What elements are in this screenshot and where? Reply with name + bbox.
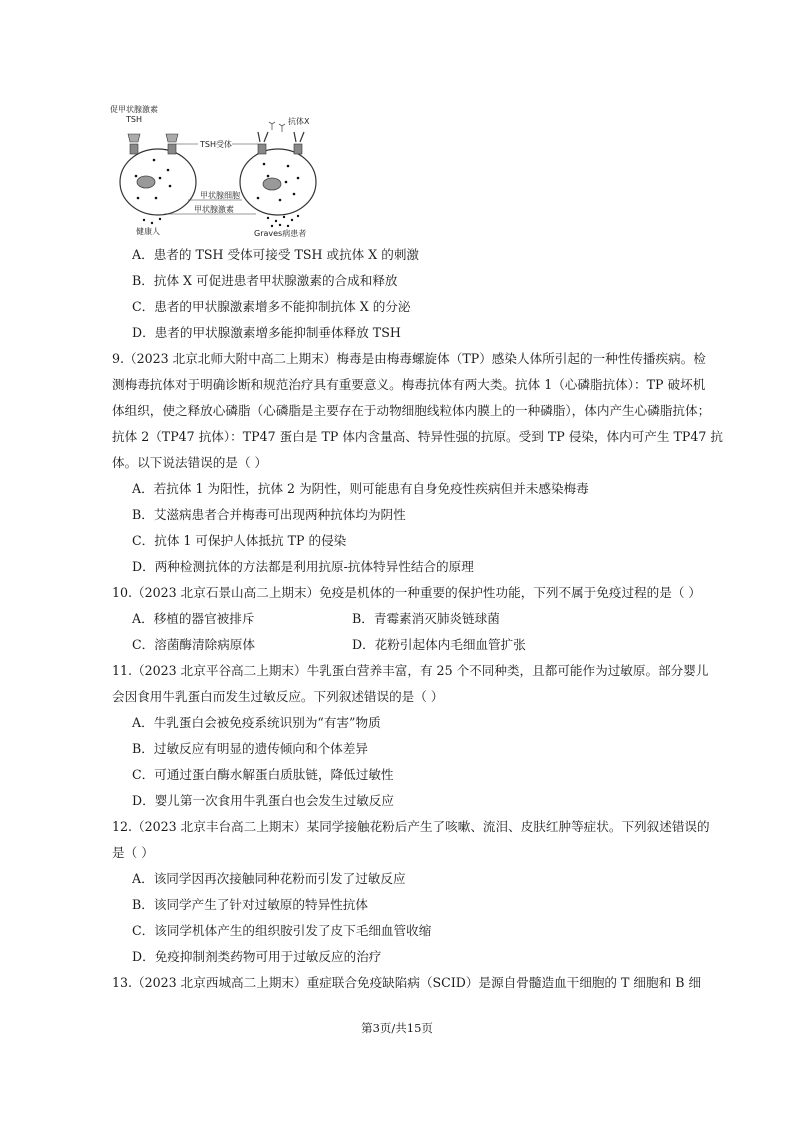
q9-line-4: 抗体 2（TP47 抗体）：TP47 蛋白是 TP 体内含量高、特异性强的抗原。受到 TP 侵染，体内可产生 TP47 抗 xyxy=(112,429,723,444)
q10-option-a: A．移植的器官被排斥 xyxy=(132,611,255,626)
q11-option-b: B．过敏反应有明显的遗传倾向和个体差异 xyxy=(132,741,368,756)
tsh-molecule-1 xyxy=(128,134,140,142)
label-tsh-top: 促甲状腺激素 xyxy=(110,105,158,114)
tsh-receptor-right-1 xyxy=(258,144,266,154)
label-tsh: TSH xyxy=(126,115,142,124)
q11-line-1: 11.（2023 北京平谷高二上期末）牛乳蛋白营养丰富，有 25 个不同种类，且都可能作为过敏原。部分婴儿 xyxy=(112,663,709,678)
thyroid-diagram-svg xyxy=(108,102,348,238)
label-graves: Graves病患者 xyxy=(254,229,307,238)
page-footer: 第3页/共15页 xyxy=(361,1021,433,1035)
thyroid-cell-diagram xyxy=(108,102,348,238)
q8-option-b: B．抗体 X 可促进患者甲状腺激素的合成和释放 xyxy=(132,273,398,288)
healthy-cell xyxy=(120,149,196,215)
q12-option-d: D．免疫抑制剂类药物可用于过敏反应的治疗 xyxy=(132,949,382,964)
q8-option-d: D．患者的甲状腺激素增多能抑制垂体释放 TSH xyxy=(132,325,401,340)
tsh-receptor-left-2 xyxy=(168,144,176,154)
q10-line-1: 10.（2023 北京石景山高二上期末）免疫是机体的一种重要的保护性功能，下列不属于免疫过程的是（ ） xyxy=(112,585,702,600)
tsh-receptor-left-1 xyxy=(130,144,138,154)
q11-option-a: A．牛乳蛋白会被免疫系统识别为“有害”物质 xyxy=(132,715,381,730)
tsh-molecule-2 xyxy=(166,134,178,142)
q12-line-2: 是（ ） xyxy=(112,845,154,860)
q12-option-b: B．该同学产生了针对过敏原的特异性抗体 xyxy=(132,897,368,912)
q8-option-c: C．患者的甲状腺激素增多不能抑制抗体 X 的分泌 xyxy=(132,299,411,314)
q9-option-a: A．若抗体 1 为阳性，抗体 2 为阴性，则可能患有自身免疫性疾病但并未感染梅毒 xyxy=(132,481,589,496)
q11-option-d: D．婴儿第一次食用牛乳蛋白也会发生过敏反应 xyxy=(132,793,394,808)
label-antibody: 抗体X xyxy=(288,117,310,126)
q11-option-c: C．可通过蛋白酶水解蛋白质肽链，降低过敏性 xyxy=(132,767,394,782)
q12-option-a: A．该同学因再次接触同种花粉而引发了过敏反应 xyxy=(132,871,406,886)
graves-nucleus xyxy=(263,178,281,190)
tsh-receptor-right-2 xyxy=(294,144,302,154)
antibody-x-2 xyxy=(294,132,304,142)
q12-line-1: 12.（2023 北京丰台高二上期末）某同学接触花粉后产生了咳嗽、流泪、皮肤红肿等症状。下列叙述错误的 xyxy=(112,819,710,834)
q9-line-3: 体组织，使之释放心磷脂（心磷脂是主要存在于动物细胞线粒体内膜上的一种磷脂），体内产生心磷脂抗体； xyxy=(112,403,711,418)
q9-line-5: 体。以下说法错误的是（ ） xyxy=(112,455,268,470)
q10-option-b: B．青霉素消灭肺炎链球菌 xyxy=(352,611,500,626)
q9-option-c: C．抗体 1 可保护人体抵抗 TP 的侵染 xyxy=(132,533,347,548)
label-receptor: TSH受体 xyxy=(200,140,232,149)
healthy-nucleus xyxy=(137,176,155,188)
label-hormone: 甲状腺激素 xyxy=(194,205,234,214)
q11-line-2: 会因食用牛乳蛋白而发生过敏反应。下列叙述错误的是（ ） xyxy=(112,689,444,704)
q9-option-d: D．两种检测抗体的方法都是利用抗原-抗体特异性结合的原理 xyxy=(132,559,474,574)
q9-option-b: B．艾滋病患者合并梅毒可出现两种抗体均为阴性 xyxy=(132,507,406,522)
q10-option-d: D．花粉引起体内毛细血管扩张 xyxy=(352,637,526,652)
q12-option-c: C．该同学机体产生的组织胺引发了皮下毛细血管收缩 xyxy=(132,923,432,938)
q9-line-1: 9.（2023 北京北师大附中高二上期末）梅毒是由梅毒螺旋体（TP）感染人体所引起的一种性传播疾病。检 xyxy=(112,351,706,366)
label-cell: 甲状腺细胞 xyxy=(200,191,240,200)
label-healthy: 健康人 xyxy=(136,227,160,236)
q8-option-a: A．患者的 TSH 受体可接受 TSH 或抗体 X 的刺激 xyxy=(132,247,420,262)
q10-option-c: C．溶菌酶清除病原体 xyxy=(132,637,255,652)
antibody-x-1 xyxy=(258,132,268,142)
q9-line-2: 测梅毒抗体对于明确诊断和规范治疗具有重要意义。梅毒抗体有两大类。抗体 1（心磷脂抗体）：TP 破坏机 xyxy=(112,377,706,392)
q13-line-1: 13.（2023 北京西城高二上期末）重症联合免疫缺陷病（SCID）是源自骨髓造血干细胞的 T 细胞和 B 细 xyxy=(112,975,702,990)
